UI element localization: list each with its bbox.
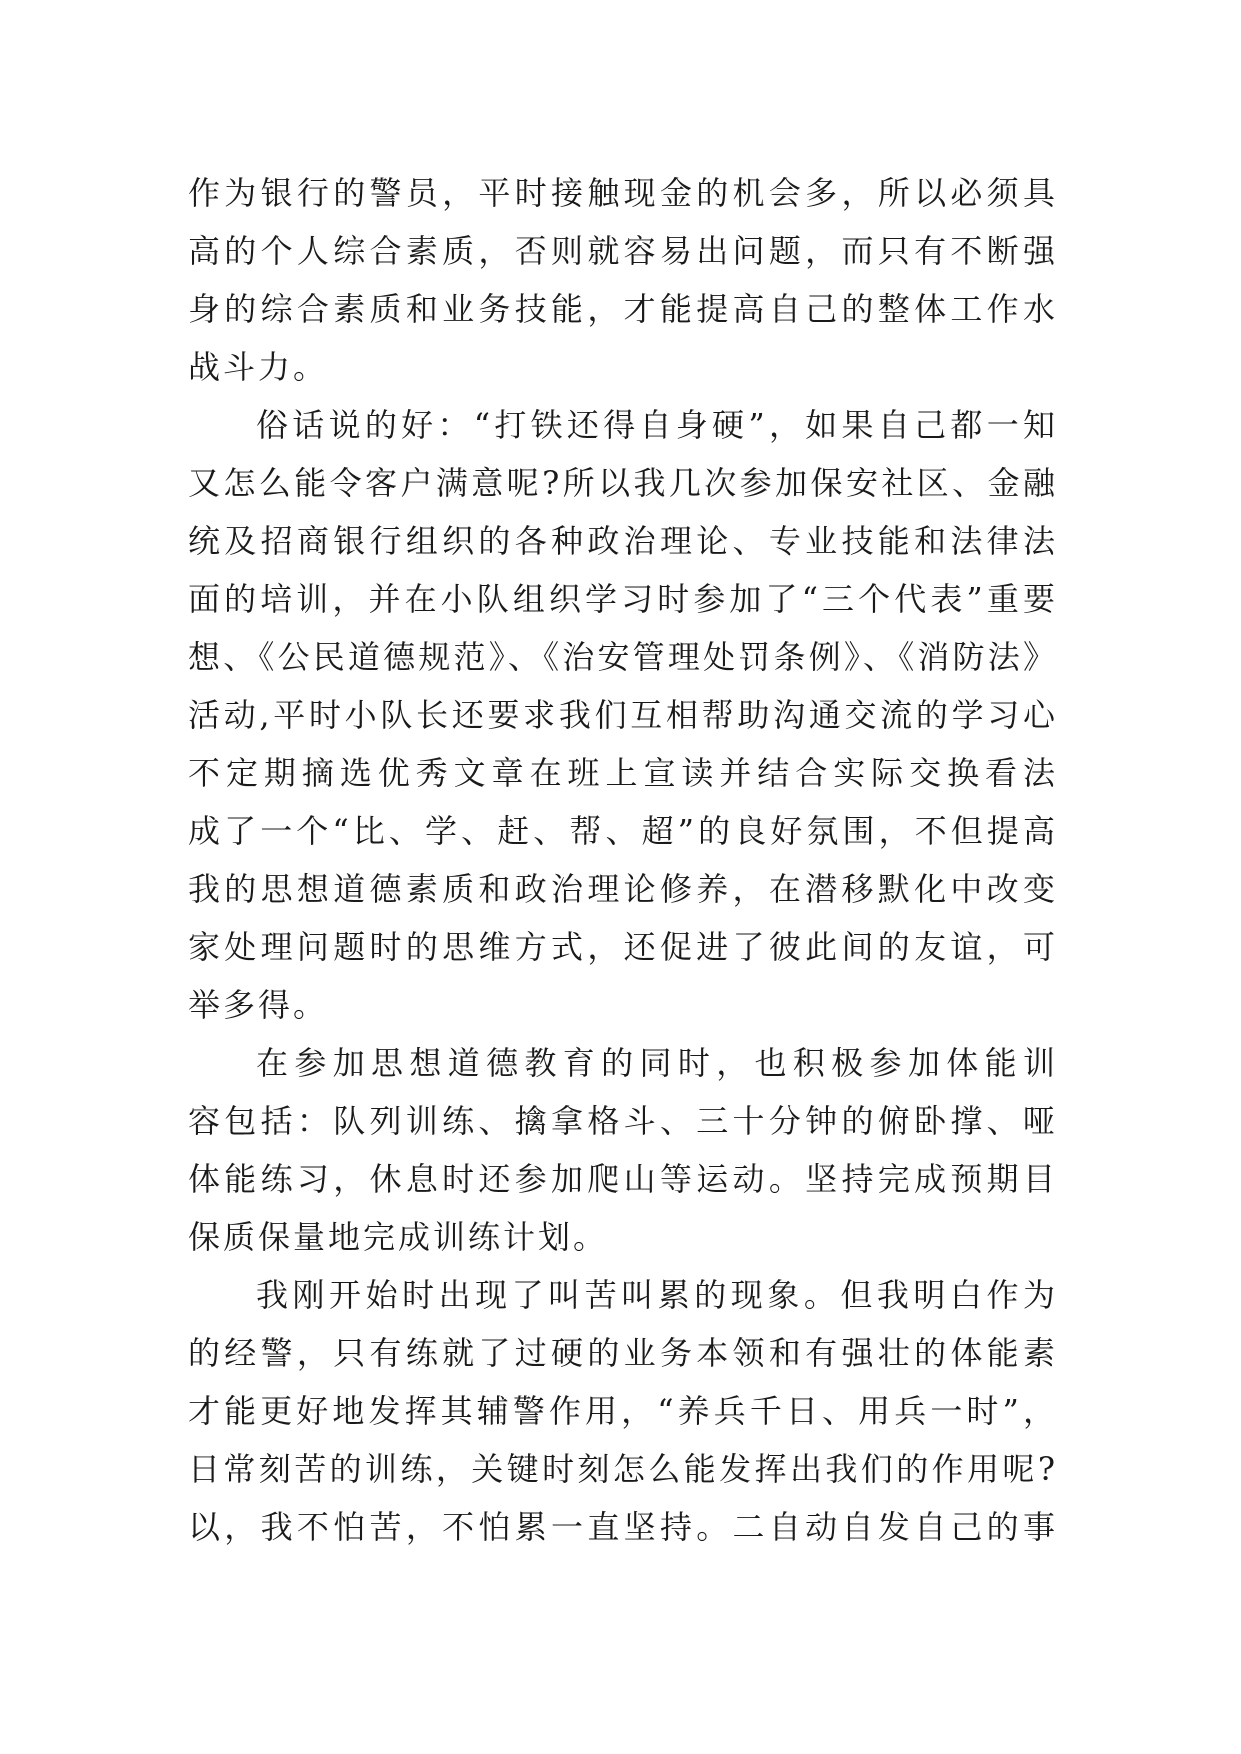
text-line: 才能更好地发挥其辅警作用，“养兵千日、用兵一时”，: [188, 1392, 1058, 1430]
text-line: 日常刻苦的训练，关键时刻怎么能发挥出我们的作用呢?: [188, 1450, 1058, 1488]
text-line: 我的思想道德素质和政治理论修养，在潜移默化中改变: [188, 870, 1058, 908]
text-line: 统及招商银行组织的各种政治理论、专业技能和法律法: [188, 522, 1058, 560]
paragraph-first-line: 在参加思想道德教育的同时，也积极参加体能训: [256, 1044, 1058, 1082]
text-line: 成了一个“比、学、赶、帮、超”的良好氛围，不但提高: [188, 812, 1058, 850]
text-line: 高的个人综合素质，否则就容易出问题，而只有不断强: [188, 232, 1058, 270]
text-line: 想、《公民道德规范》、《治安管理处罚条例》、《消防法》: [188, 638, 1058, 676]
text-line: 家处理问题时的思维方式，还促进了彼此间的友谊，可: [188, 928, 1058, 966]
text-line: 又怎么能令客户满意呢?所以我几次参加保安社区、金融: [188, 464, 1058, 502]
text-line: 体能练习，休息时还参加爬山等运动。坚持完成预期目: [188, 1160, 1058, 1198]
document-body: [188, 164, 1058, 1556]
text-line: 举多得。: [188, 986, 329, 1024]
paragraph-first-line: 我刚开始时出现了叫苦叫累的现象。但我明白作为: [256, 1276, 1058, 1314]
text-line: 活动,平时小队长还要求我们互相帮助沟通交流的学习心: [188, 696, 1058, 734]
text-line: 面的培训，并在小队组织学习时参加了“三个代表”重要: [188, 580, 1058, 618]
text-line: 的经警，只有练就了过硬的业务本领和有强壮的体能素: [188, 1334, 1058, 1372]
text-line: 不定期摘选优秀文章在班上宣读并结合实际交换看法: [188, 754, 1058, 792]
text-line: 作为银行的警员，平时接触现金的机会多，所以必须具: [188, 174, 1058, 212]
text-line: 容包括：队列训练、擒拿格斗、三十分钟的俯卧撑、哑: [188, 1102, 1058, 1140]
text-line: 保质保量地完成训练计划。: [188, 1218, 609, 1256]
paragraph-first-line: 俗话说的好：“打铁还得自身硬”，如果自己都一知: [256, 406, 1058, 444]
text-line: 以，我不怕苦，不怕累一直坚持。二自动自发自己的事: [188, 1508, 1058, 1546]
text-line: 战斗力。: [188, 348, 329, 386]
text-line: 身的综合素质和业务技能，才能提高自己的整体工作水: [188, 290, 1058, 328]
